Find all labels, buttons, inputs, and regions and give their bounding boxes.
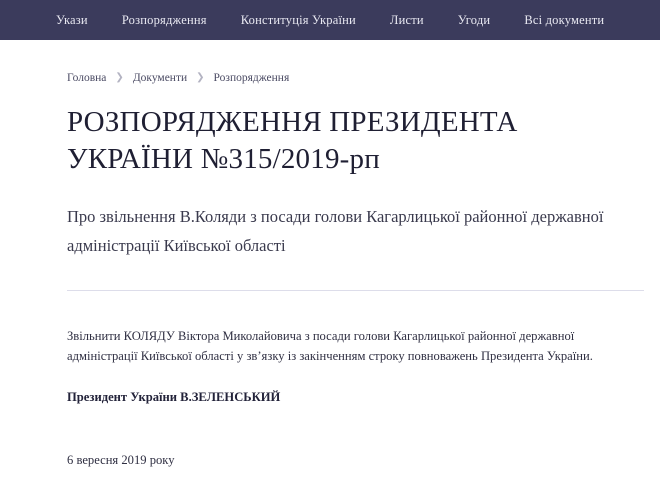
document-subtitle: Про звільнення В.Коляди з посади голови Кагарлицької районної державної адміністрації Київської області	[67, 207, 604, 255]
document-body-text: Звільнити КОЛЯДУ Віктора Миколайовича з посади голови Кагарлицької районної державної адміністрації Київської області у зв’язку із закінченням строку повноважень Президента України.	[67, 329, 593, 363]
breadcrumb-item-current: Розпорядження	[213, 72, 290, 84]
page-title: РОЗПОРЯДЖЕННЯ ПРЕЗИДЕНТА УКРАЇНИ №315/2019-рп	[67, 106, 518, 175]
breadcrumb-item-home[interactable]: Головна	[67, 72, 107, 84]
nav-item-konstytutsiya[interactable]: Конституція України	[240, 12, 356, 27]
chevron-right-icon: ❯	[196, 72, 205, 83]
nav-item-rozporyadzhennya[interactable]: Розпорядження	[121, 12, 207, 27]
page-content	[0, 72, 660, 470]
top-navigation-bar	[0, 0, 660, 40]
nav-item-ugody[interactable]: Угоди	[457, 12, 491, 27]
breadcrumb-item-documents[interactable]: Документи	[132, 72, 188, 84]
breadcrumb	[67, 72, 644, 84]
document-date: 6 вересня 2019 року	[67, 453, 175, 467]
nav-item-ukazy[interactable]: Укази	[56, 12, 88, 27]
nav-item-vsi-dokumenty[interactable]: Всі документи	[524, 12, 605, 27]
section-divider	[67, 290, 644, 291]
chevron-right-icon: ❯	[115, 72, 124, 83]
document-signature: Президент України В.ЗЕЛЕНСЬКИЙ	[67, 390, 281, 404]
nav-item-lysty[interactable]: Листи	[389, 12, 424, 27]
